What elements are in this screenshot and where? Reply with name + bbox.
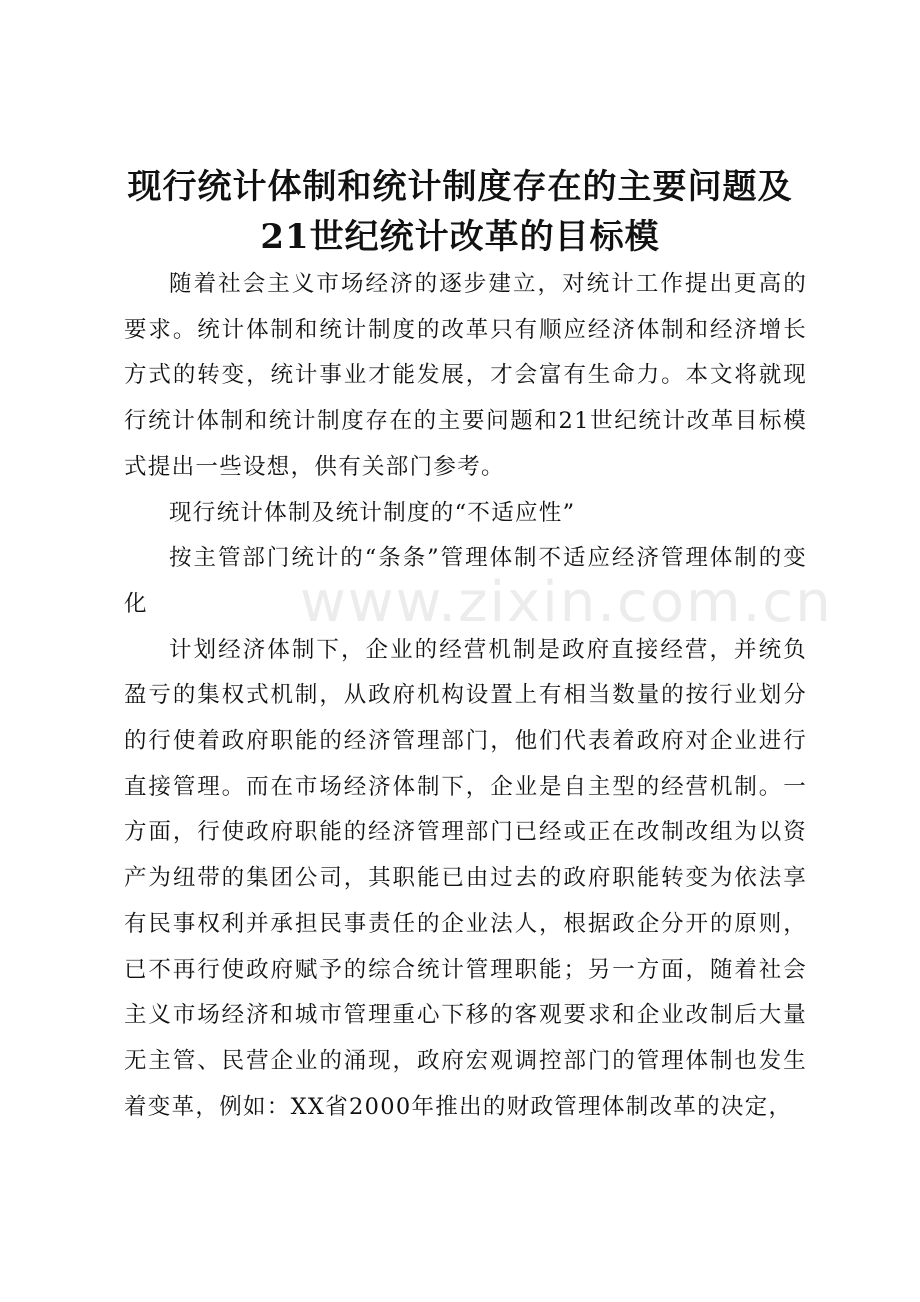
title-line-2: 21世纪统计改革的目标模: [260, 217, 660, 257]
paragraph-body: 计划经济体制下，企业的经营机制是政府直接经营，并统负盈亏的集权式机制，从政府机构设置上有相当数量的按行业划分的行使着政府职能的经济管理部门，他们代表着政府对企业进行直接管理。而在市场经济体制下，企业是自主型的经营机制。一方面，行使政府职能的经济管理部门已经或正在改制改组为以资产为纽带的集团公司，其职能已由过去的政府职能转变为依法享有民事权利并承担民事责任的企业法人，根据政企分开的原则，已不再行使政府赋予的综合统计管理职能；另一方面，随着社会主义市场经济和城市管理重心下移的客观要求和企业改制后大量无主管、民营企业的涌现，政府宏观调控部门的管理体制也发生着变革，例如：XX省2000年推出的财政管理体制改革的决定，: [124, 636, 807, 1120]
paragraph-intro: 随着社会主义市场经济的逐步建立，对统计工作提出更高的要求。统计体制和统计制度的改革只有顺应经济体制和经济增长方式的转变，统计事业才能发展，才会富有生命力。本文将就现行统计体制和统计制度存在的主要问题和21世纪统计改革目标模式提出一些设想，供有关部门参考。: [124, 271, 807, 480]
section-heading: 现行统计体制及统计制度的“不适应性”: [169, 499, 576, 526]
subsection-heading: 按主管部门统计的“条条”管理体制不适应经济管理体制的变化: [124, 545, 807, 617]
document-body: [124, 262, 833, 1130]
title-line-1: 现行统计体制和统计制度存在的主要问题及: [127, 167, 793, 207]
watermark: www.zixin.com.cn: [300, 570, 833, 635]
document-title: [100, 162, 820, 262]
